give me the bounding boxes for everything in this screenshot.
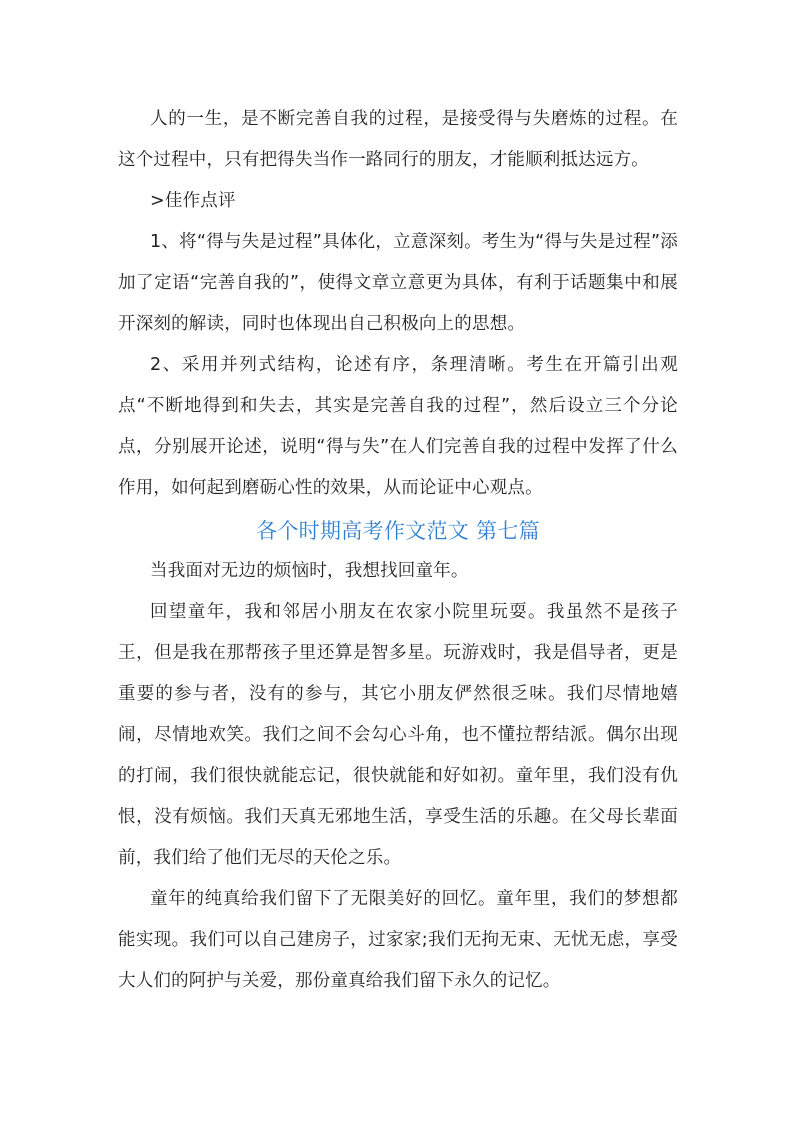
paragraph-life-process: 人的一生，是不断完善自我的过程，是接受得与失磨炼的过程。在这个过程中，只有把得失当作一路同行的朋友，才能顺利抵达远方。: [118, 109, 678, 170]
section-heading: 各个时期高考作文范文 第七篇: [256, 519, 540, 543]
paragraph-childhood-memory: 童年的纯真给我们留下了无限美好的回忆。童年里，我们的梦想都能实现。我们可以自己建房子，过家家;我们无拘无束、无忧无虑，享受大人们的阿护与关爱，那份童真给我们留下永久的记忆。: [118, 889, 678, 991]
paragraph-find-childhood: 当我面对无边的烦恼时，我想找回童年。: [150, 561, 469, 581]
paragraph-childhood-play: 回望童年，我和邻居小朋友在农家小院里玩耍。我虽然不是孩子王，但是我在那帮孩子里还算是智多星。玩游戏时，我是倡导者，更是重要的参与者，没有的参与，其它小朋友俨然很乏味。我们尽情地嬉闹，尽情地欢笑。我们之间不会勾心斗角，也不懂拉帮结派。偶尔出现的打闹，我们很快就能忘记，很快就能和好如初。童年里，我们没有仇恨，没有烦恼。我们天真无邪地生活，享受生活的乐趣。在父母长辈面前，我们给了他们无尽的天伦之乐。: [118, 602, 678, 868]
document-body: [118, 99, 678, 1002]
paragraph-review-point-1: 1、将“得与失是过程”具体化，立意深刻。考生为“得与失是过程”添加了定语“完善自我的”，使得文章立意更为具体，有利于话题集中和展开深刻的解读，同时也体现出自己积极向上的思想。: [118, 232, 678, 334]
paragraph-review-point-2: 2、采用并列式结构，论述有序，条理清晰。考生在开篇引出观点“不断地得到和失去，其实是完善自我的过程”，然后设立三个分论点，分别展开论述，说明“得与失”在人们完善自我的过程中发挥了什么作用，如何起到磨砺心性的效果，从而论证中心观点。: [118, 355, 678, 498]
paragraph-review-label: >佳作点评: [150, 191, 236, 211]
